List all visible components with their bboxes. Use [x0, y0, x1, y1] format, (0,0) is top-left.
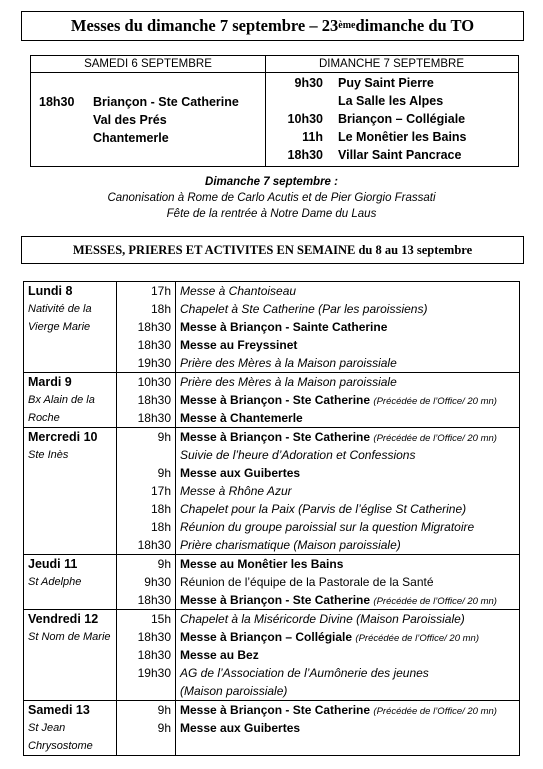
event-item	[180, 409, 519, 427]
event-time: 17h	[150, 484, 171, 498]
event-text: Chapelet à Ste Catherine (Par les paroissiens)	[180, 302, 428, 316]
event-item	[180, 701, 519, 719]
event-item	[180, 373, 519, 391]
event-cell	[176, 610, 520, 701]
event-text: AG de l’Association de l’Aumônerie des jeunes	[180, 666, 429, 680]
event-time	[117, 682, 171, 700]
event-time: 19h30	[137, 356, 171, 370]
event-item	[180, 628, 519, 646]
event-time: 15h	[150, 612, 171, 626]
event-time: 9h	[157, 466, 171, 480]
event-item	[180, 446, 519, 464]
event-item	[180, 719, 519, 737]
sunday-place: Le Monêtier les Bains	[338, 130, 467, 144]
day-cell	[24, 555, 117, 610]
event-time: 9h	[157, 557, 171, 571]
sunday-place: Briançon – Collégiale	[338, 112, 466, 126]
event-time: 17h	[150, 284, 171, 298]
event-item	[180, 682, 519, 700]
event-note: (Précédée de l’Office/ 20 mn)	[373, 706, 497, 717]
event-time: 9h	[157, 430, 171, 444]
event-item	[180, 300, 519, 318]
saint-name: Bx Alain de la Roche	[28, 394, 95, 424]
event-time: 9h	[157, 703, 171, 717]
notes-line: Canonisation à Rome de Carlo Acutis et de Pier Giorgio Frassati	[107, 192, 436, 204]
day-row	[24, 428, 520, 555]
event-cell	[176, 282, 520, 373]
event-text: (Maison paroissiale)	[180, 684, 288, 698]
event-time: 18h	[150, 520, 171, 534]
event-item	[180, 464, 519, 482]
saturday-time: 18h30	[39, 95, 75, 109]
page-title: Messes du dimanche 7 septembre – 23 ème dimanche du TO	[21, 11, 524, 41]
event-item	[180, 646, 519, 664]
event-cell	[176, 428, 520, 555]
event-item	[180, 573, 519, 591]
saturday-place: Val des Prés	[93, 113, 167, 127]
time-cell	[117, 555, 176, 610]
sunday-place: Puy Saint Pierre	[338, 76, 434, 90]
event-item	[180, 282, 519, 300]
sunday-header: DIMANCHE 7 SEPTEMBRE	[265, 56, 518, 73]
event-time: 18h30	[137, 393, 171, 407]
event-item	[180, 518, 519, 536]
day-cell	[24, 373, 117, 428]
event-text: Messe au Freyssinet	[180, 338, 298, 352]
event-text: Prière charismatique (Maison paroissiale)	[180, 538, 401, 552]
event-text: Chapelet à la Miséricorde Divine (Maison Paroissiale)	[180, 612, 465, 626]
event-text: Messe aux Guibertes	[180, 466, 301, 480]
sunday-place: Villar Saint Pancrace	[338, 148, 462, 162]
event-text: Messe à Chantemerle	[180, 411, 303, 425]
event-text: Messe à Briançon - Ste Catherine	[180, 430, 371, 444]
event-text: Messe à Rhône Azur	[180, 484, 292, 498]
day-name: Lundi 8	[28, 284, 73, 298]
event-note: (Précédée de l’Office/ 20 mn)	[355, 633, 479, 644]
event-time: 18h30	[137, 320, 171, 334]
event-note: (Précédée de l’Office/ 20 mn)	[373, 596, 497, 607]
event-text: Prière des Mères à la Maison paroissiale	[180, 375, 397, 389]
event-text: Messe au Monêtier les Bains	[180, 557, 344, 571]
event-note: (Précédée de l’Office/ 20 mn)	[373, 433, 497, 444]
event-time: 18h30	[137, 338, 171, 352]
time-cell	[117, 610, 176, 701]
day-name: Samedi 13	[28, 703, 90, 717]
event-cell	[176, 373, 520, 428]
event-item	[180, 555, 519, 573]
title-rest: dimanche du TO	[355, 16, 475, 35]
day-name: Vendredi 12	[28, 612, 99, 626]
event-time: 18h30	[137, 630, 171, 644]
notes-line: Fête de la rentrée à Notre Dame du Laus	[166, 208, 377, 220]
event-cell	[176, 701, 520, 756]
event-text: Messe à Briançon - Sainte Catherine	[180, 320, 388, 334]
event-time: 9h30	[144, 575, 171, 589]
saint-name: St Adelphe	[28, 576, 82, 588]
event-text: Suivie de l’heure d’Adoration et Confessions	[180, 448, 416, 462]
sunday-time: 10h30	[287, 112, 323, 126]
event-item	[180, 610, 519, 628]
day-name: Mardi 9	[28, 375, 72, 389]
sunday-time: 18h30	[287, 148, 323, 162]
event-item	[180, 354, 519, 372]
notes-heading: Dimanche 7 septembre :	[205, 176, 338, 188]
day-name: Jeudi 11	[28, 557, 78, 571]
event-text: Prière des Mères à la Maison paroissiale	[180, 356, 397, 370]
event-time: 9h	[157, 721, 171, 735]
time-cell	[117, 428, 176, 555]
day-cell	[24, 610, 117, 701]
event-item	[180, 536, 519, 554]
event-time: 18h	[150, 302, 171, 316]
event-time: 18h30	[137, 648, 171, 662]
time-cell	[117, 701, 176, 756]
title-main: Messes du dimanche 7 septembre – 23	[70, 16, 339, 35]
event-text: Messe aux Guibertes	[180, 721, 301, 735]
event-time: 18h30	[137, 411, 171, 425]
event-text: Chapelet pour la Paix (Parvis de l’église St Catherine)	[180, 502, 467, 516]
sunday-time: 9h30	[294, 76, 323, 90]
saint-name: St Jean Chrysostome	[28, 722, 93, 752]
day-cell	[24, 282, 117, 373]
saturday-place: Briançon - Ste Catherine	[93, 95, 239, 109]
event-item	[180, 318, 519, 336]
event-text: Messe à Briançon – Collégiale	[180, 630, 353, 644]
day-row	[24, 282, 520, 373]
event-time: 18h	[150, 502, 171, 516]
saint-name: St Nom de Marie	[28, 631, 111, 643]
week-section-title: MESSES, PRIERES ET ACTIVITES EN SEMAINE du 8 au 13 septembre	[21, 236, 524, 264]
day-row	[24, 555, 520, 610]
event-time: 18h30	[137, 538, 171, 552]
day-cell	[24, 428, 117, 555]
saturday-place: Chantemerle	[93, 131, 169, 145]
week-schedule-table	[23, 281, 520, 756]
event-text: Réunion du groupe paroissial sur la question Migratoire	[180, 520, 475, 534]
event-time: 18h30	[137, 593, 171, 607]
day-row	[24, 373, 520, 428]
saturday-header: SAMEDI 6 SEPTEMBRE	[31, 56, 266, 73]
sunday-place: La Salle les Alpes	[338, 94, 444, 108]
day-row	[24, 610, 520, 701]
event-note: (Précédée de l’Office/ 20 mn)	[373, 396, 497, 407]
saint-name: Nativité de la Vierge Marie	[28, 303, 92, 333]
event-text: Messe à Briançon - Ste Catherine	[180, 703, 371, 717]
time-cell	[117, 373, 176, 428]
weekend-masses-table	[30, 55, 519, 167]
event-text: Réunion de l’équipe de la Pastorale de la Santé	[180, 575, 434, 589]
event-text: Messe à Chantoiseau	[180, 284, 297, 298]
event-time	[117, 446, 171, 464]
event-item	[180, 664, 519, 682]
day-name: Mercredi 10	[28, 430, 98, 444]
event-text: Messe à Briançon - Ste Catherine	[180, 593, 371, 607]
day-cell	[24, 701, 117, 756]
event-text: Messe à Briançon - Ste Catherine	[180, 393, 371, 407]
event-item	[180, 428, 519, 446]
event-text: Messe au Bez	[180, 648, 259, 662]
event-item	[180, 482, 519, 500]
event-cell	[176, 555, 520, 610]
event-item	[180, 500, 519, 518]
event-item	[180, 336, 519, 354]
saint-name: Ste Inès	[28, 449, 69, 461]
event-time: 10h30	[137, 375, 171, 389]
time-cell	[117, 282, 176, 373]
event-item	[180, 591, 519, 609]
day-row	[24, 701, 520, 756]
sunday-time: 11h	[302, 130, 323, 144]
event-item	[180, 391, 519, 409]
event-time: 19h30	[137, 666, 171, 680]
